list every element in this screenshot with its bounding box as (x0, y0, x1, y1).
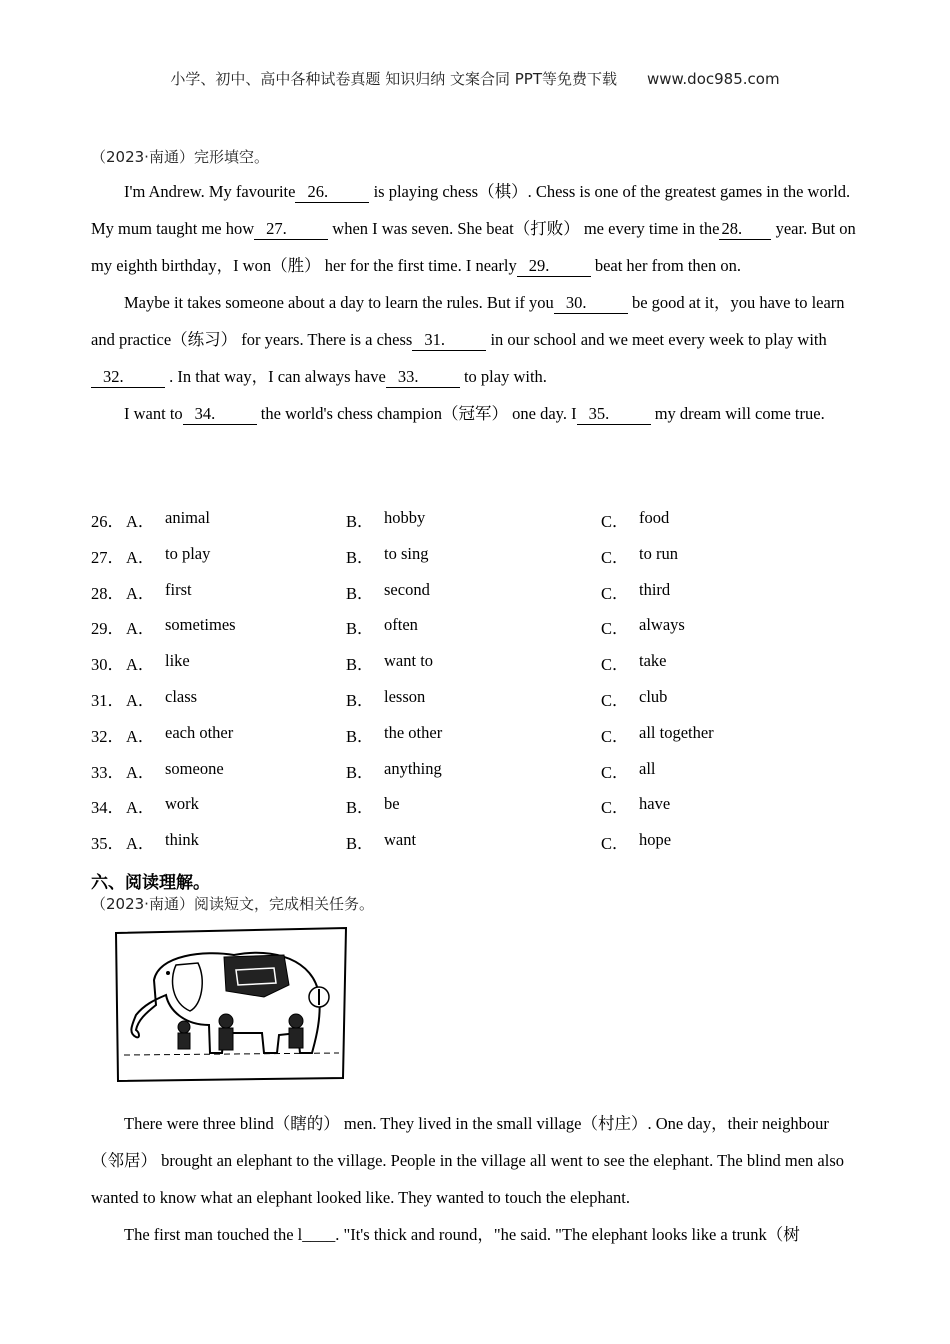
option-row (91, 544, 851, 580)
header-text: 小学、初中、高中各种试卷真题 知识归纳 文案合同 PPT等免费下载 (170, 70, 617, 88)
option-b-label: B． (346, 655, 374, 675)
option-a-label: A． (126, 512, 155, 531)
reading-paragraph-1: There were three blind（瞎的） men. They lived in the small village（村庄）. One day，their neighbour（邻居） brought an elephant to the village. People in the village all went to see the elephant. The blind men also wanted to know what an elephant looked like. They wanted to touch the elephant. (91, 1114, 845, 1207)
elephant-illustration (114, 925, 348, 1083)
option-c-label: C． (601, 583, 629, 603)
option-b[interactable]: second (384, 579, 430, 599)
cloze-paragraph-2: Maybe it takes someone about a day to learn the rules. But if you 30. be good at it，you have to learn and practice（练习） for years. There is a chess 31. in our school and we meet every week to play with32. . In that way，I can always have 33. to play with. (91, 293, 845, 386)
blank-31[interactable]: 31. (412, 330, 486, 351)
option-c[interactable]: club (639, 686, 668, 706)
option-c-label: C． (601, 547, 629, 567)
option-a[interactable]: someone (165, 758, 224, 778)
question-number: 28． (91, 583, 124, 603)
question-number: 35． (91, 834, 124, 854)
option-b-label: B． (346, 690, 374, 710)
option-row (91, 687, 851, 723)
reading-passage (91, 1105, 861, 1253)
option-c[interactable]: hope (639, 830, 672, 850)
options-list (91, 508, 851, 866)
cloze-paragraph-1: I'm Andrew. My favourite 26. is playing chess（棋）. Chess is one of the greatest games in the world. My mum taught me how 27. when I was seven. She beat（打败） me every time in the 28. year. But on my eighth birthday，I won（胜） her for the first time. I nearly 29. beat her from then on. (91, 182, 856, 275)
option-b-label: B． (346, 798, 374, 818)
option-c-label: C． (601, 798, 629, 818)
option-a[interactable]: like (165, 651, 190, 671)
option-a[interactable]: animal (165, 508, 210, 527)
option-b[interactable]: want (384, 830, 417, 850)
option-b[interactable]: to sing (384, 543, 429, 563)
cloze-paragraph-3: I want to 34. the world's chess champion（冠军） one day. I 35. my dream will come true. (124, 404, 825, 423)
option-c-label: C． (601, 834, 629, 854)
option-c[interactable]: third (639, 579, 671, 599)
page-header (0, 68, 950, 89)
option-c[interactable]: to run (639, 543, 678, 563)
question-number: 30． (91, 655, 124, 675)
option-a-label: A． (126, 655, 155, 675)
option-row (91, 651, 851, 687)
option-b-label: B． (346, 583, 374, 603)
blank-26[interactable]: 26. (295, 182, 369, 203)
option-a-label: A． (126, 583, 155, 603)
option-b-label: B． (346, 762, 374, 782)
option-a[interactable]: each other (165, 722, 234, 742)
option-row (91, 759, 851, 795)
section-title: 六、阅读理解。 (91, 873, 210, 893)
option-b-label: B． (346, 619, 374, 639)
question-number: 33． (91, 762, 124, 782)
blank-34[interactable]: 34. (183, 404, 257, 425)
option-row (91, 580, 851, 616)
option-a-label: A． (126, 762, 155, 782)
option-c[interactable]: food (639, 508, 670, 527)
option-c[interactable]: take (639, 651, 667, 671)
reading-paragraph-2: The first man touched the l____. "It's thick and round，"he said. "The elephant looks like a trunk（树 (124, 1225, 800, 1244)
option-a-label: A． (126, 547, 155, 567)
option-a[interactable]: think (165, 830, 199, 850)
blank-28[interactable]: 28. (719, 219, 771, 240)
option-a-label: A． (126, 619, 155, 639)
cloze-passage (91, 173, 861, 432)
option-b-label: B． (346, 512, 374, 531)
question-number: 29． (91, 619, 124, 639)
option-c[interactable]: all together (639, 722, 714, 742)
option-a[interactable]: to play (165, 543, 211, 563)
option-row (91, 830, 851, 866)
option-row (91, 794, 851, 830)
option-row (91, 615, 851, 651)
option-b[interactable]: lesson (384, 686, 426, 706)
option-c[interactable]: have (639, 794, 671, 814)
question-number: 34． (91, 798, 124, 818)
option-b[interactable]: hobby (384, 508, 426, 527)
option-a[interactable]: first (165, 579, 192, 599)
question-number: 32． (91, 726, 124, 746)
option-a-label: A． (126, 834, 155, 854)
option-a[interactable]: class (165, 686, 198, 706)
option-b[interactable]: the other (384, 722, 443, 742)
blank-32[interactable]: 32. (91, 367, 165, 388)
option-a[interactable]: sometimes (165, 615, 236, 635)
option-b-label: B． (346, 834, 374, 854)
blank-35[interactable]: 35. (577, 404, 651, 425)
option-b-label: B． (346, 547, 374, 567)
blank-33[interactable]: 33. (386, 367, 460, 388)
option-b[interactable]: want to (384, 651, 434, 671)
option-c-label: C． (601, 762, 629, 782)
option-a-label: A． (126, 798, 155, 818)
option-c[interactable]: always (639, 615, 685, 635)
option-c[interactable]: all (639, 758, 656, 778)
option-c-label: C． (601, 512, 629, 531)
option-b-label: B． (346, 726, 374, 746)
option-row (91, 508, 851, 544)
option-a-label: A． (126, 690, 155, 710)
question-number: 31． (91, 690, 124, 710)
reading-source: （2023·南通）阅读短文，完成相关任务。 (91, 895, 374, 913)
blank-30[interactable]: 30. (554, 293, 628, 314)
option-c-label: C． (601, 690, 629, 710)
blank-29[interactable]: 29. (517, 256, 591, 277)
option-b[interactable]: anything (384, 758, 442, 778)
option-c-label: C． (601, 655, 629, 675)
blank-27[interactable]: 27. (254, 219, 328, 240)
option-b[interactable]: be (384, 794, 400, 814)
option-c-label: C． (601, 619, 629, 639)
option-c-label: C． (601, 726, 629, 746)
option-b[interactable]: often (384, 615, 418, 635)
option-row (91, 723, 851, 759)
option-a-label: A． (126, 726, 155, 746)
question-number: 27． (91, 547, 124, 567)
question-number: 26． (91, 512, 124, 531)
option-a[interactable]: work (165, 794, 199, 814)
cloze-source: （2023·南通）完形填空。 (91, 148, 269, 166)
header-url[interactable]: www.doc985.com (646, 70, 780, 88)
